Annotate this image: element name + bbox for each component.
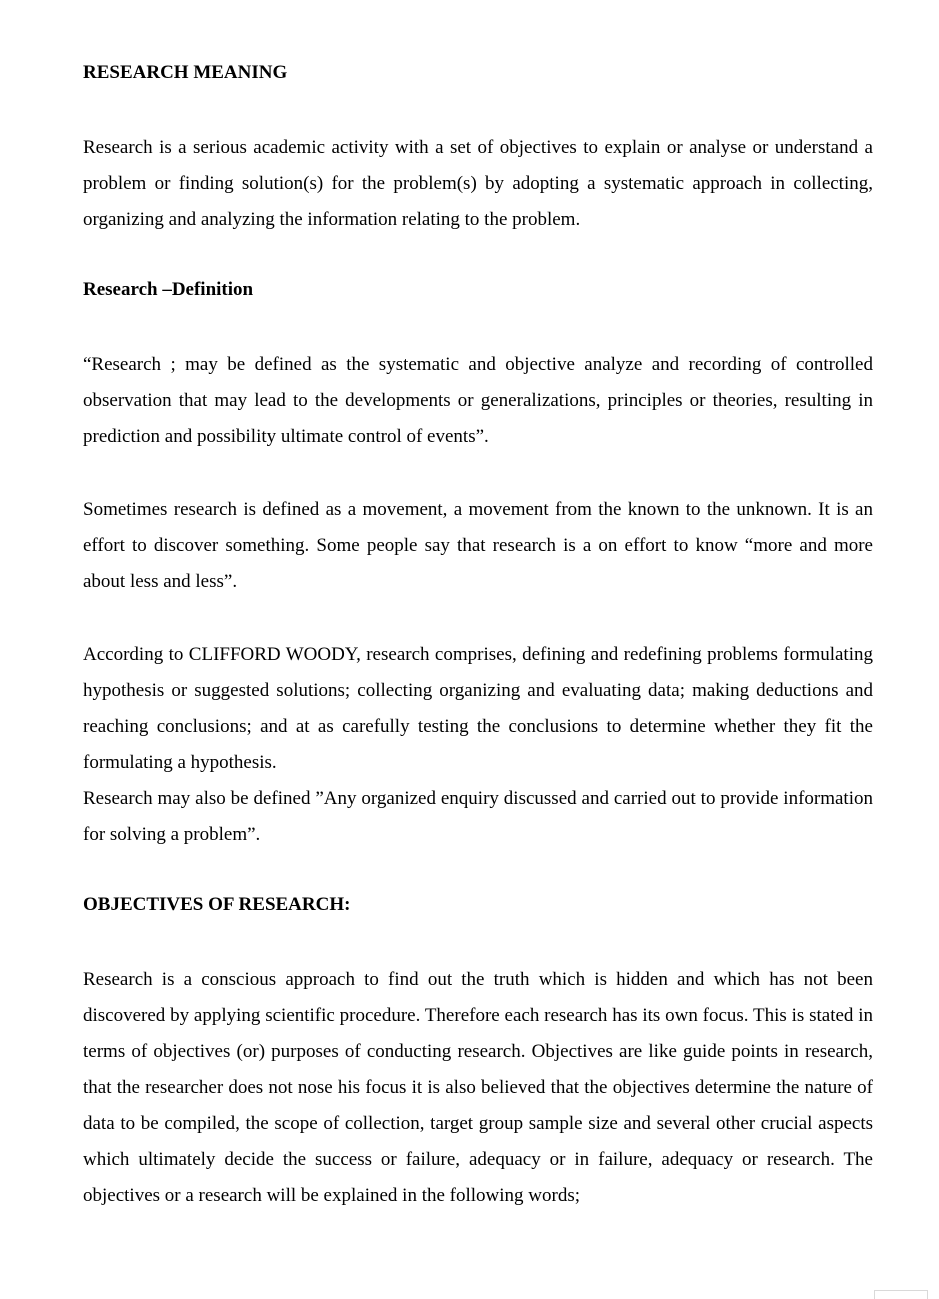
paragraph-research-meaning: Research is a serious academic activity with a set of objectives to explain or analyse or understand a problem or finding solution(s) for the problem(s) by adopting a systematic approach in collecting, organizing and analyzing the information relating to the problem. <box>83 137 873 230</box>
heading-objectives-of-research: OBJECTIVES OF RESEARCH: <box>83 894 351 915</box>
heading-research-meaning: RESEARCH MEANING <box>83 62 288 83</box>
paragraph-definition-quote: “Research ; may be defined as the systematic and objective analyze and recording of controlled observation that may lead to the developments or generalizations, principles or theories, resulting in prediction and possibility ultimate control of events”. <box>83 354 873 447</box>
heading-research-definition: Research –Definition <box>83 279 254 300</box>
paragraph-objectives: Research is a conscious approach to find out the truth which is hidden and which has not been discovered by applying scientific procedure. Therefore each research has its own focus. This is stated in terms of objectives (or) purposes of conducting research. Objectives are like guide points in research, that the researcher does not nose his focus it is also believed that the objectives determine the nature of data to be compiled, the scope of collection, target group sample size and several other crucial aspects which ultimately decide the success or failure, adequacy or in failure, adequacy or research. The objectives or a research will be explained in the following words; <box>83 969 873 1206</box>
paragraph-definition-movement: Sometimes research is defined as a movement, a movement from the known to the unknown. It is an effort to discover something. Some people say that research is a on effort to know “more and more about less and less”. <box>83 499 873 592</box>
document-page <box>83 58 873 1214</box>
paragraph-definition-woody: According to CLIFFORD WOODY, research comprises, defining and redefining problems formulating hypothesis or suggested solutions; collecting organizing and evaluating data; making deductions and reaching conclusions; and at as carefully testing the conclusions to determine whether they fit the formulating a hypothesis. <box>83 644 873 773</box>
paragraph-definition-enquiry: Research may also be defined ”Any organized enquiry discussed and carried out to provide information for solving a problem”. <box>83 788 873 845</box>
